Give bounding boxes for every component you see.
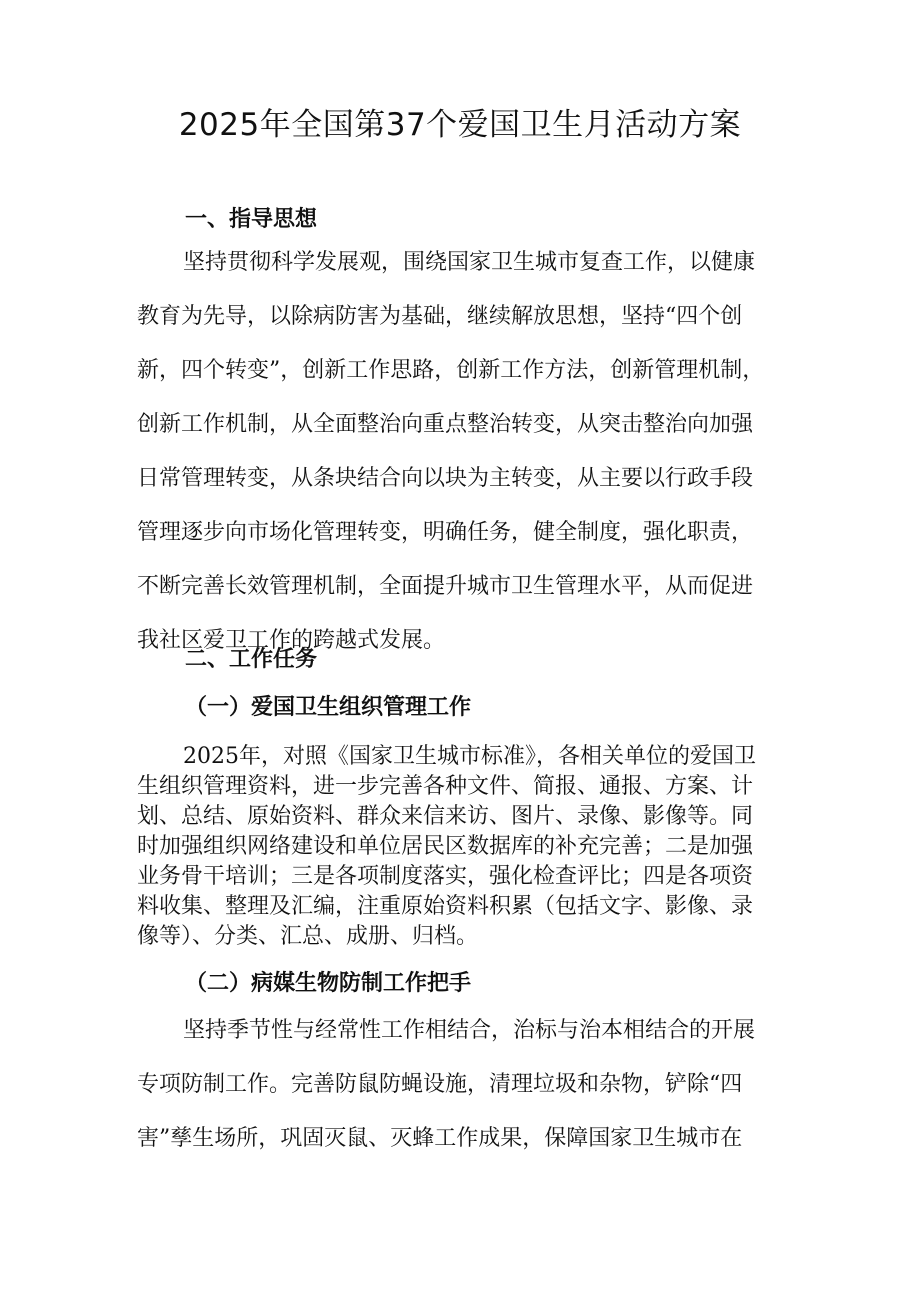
paragraph-line: 像等）、分类、汇总、成册、归档。 <box>137 924 479 949</box>
section-heading-work-tasks: 二、工作任务 <box>185 647 318 672</box>
subsection-heading-organization-management: （一）爱国卫生组织管理工作 <box>185 695 472 720</box>
paragraph-line: 教育为先导，以除病防害为基础，继续解放思想，坚持“四个创 <box>137 304 743 329</box>
section1-paragraph <box>137 236 797 668</box>
paragraph-line: 新，四个转变”，创新工作思路，创新工作方法，创新管理机制， <box>137 358 765 383</box>
paragraph-line: 坚持季节性与经常性工作相结合，治标与治本相结合的开展 <box>183 1018 756 1043</box>
subsection-heading-vector-control: （二）病媒生物防制工作把手 <box>185 971 472 996</box>
paragraph-line: 2025年，对照《国家卫生城市标准》，各相关单位的爱国卫 <box>183 744 756 769</box>
subsection2-paragraph <box>137 1004 797 1166</box>
paragraph-line: 坚持贯彻科学发展观，围绕国家卫生城市复查工作，以健康 <box>183 250 756 275</box>
paragraph-line: 日常管理转变，从条块结合向以块为主转变，从主要以行政手段 <box>137 466 754 491</box>
paragraph-line: 不断完善长效管理机制，全面提升城市卫生管理水平，从而促进 <box>137 574 754 599</box>
paragraph-line: 生组织管理资料，进一步完善各种文件、简报、通报、方案、计 <box>137 774 754 799</box>
paragraph-line: 划、总结、原始资料、群众来信来访、图片、录像、影像等。同 <box>137 804 754 829</box>
section-heading-guiding-ideology: 一、指导思想 <box>185 207 318 232</box>
paragraph-line: 业务骨干培训；三是各项制度落实，强化检查评比；四是各项资 <box>137 864 754 889</box>
document-title: 2025年全国第37个爱国卫生月活动方案 <box>178 107 742 143</box>
paragraph-line: 害”孳生场所，巩固灭鼠、灭蜂工作成果，保障国家卫生城市在 <box>137 1126 743 1151</box>
subsection1-paragraph <box>137 742 797 952</box>
paragraph-line: 专项防制工作。完善防鼠防蝇设施，清理垃圾和杂物，铲除“四 <box>137 1072 743 1097</box>
paragraph-line: 我社区爱卫工作的跨越式发展。 <box>137 628 446 653</box>
paragraph-line: 创新工作机制，从全面整治向重点整治转变，从突击整治向加强 <box>137 412 754 437</box>
paragraph-line: 时加强组织网络建设和单位居民区数据库的补充完善；二是加强 <box>137 834 754 859</box>
paragraph-line: 料收集、整理及汇编，注重原始资料积累（包括文字、影像、录 <box>137 894 754 919</box>
paragraph-line: 管理逐步向市场化管理转变，明确任务，健全制度，强化职责， <box>137 520 754 545</box>
